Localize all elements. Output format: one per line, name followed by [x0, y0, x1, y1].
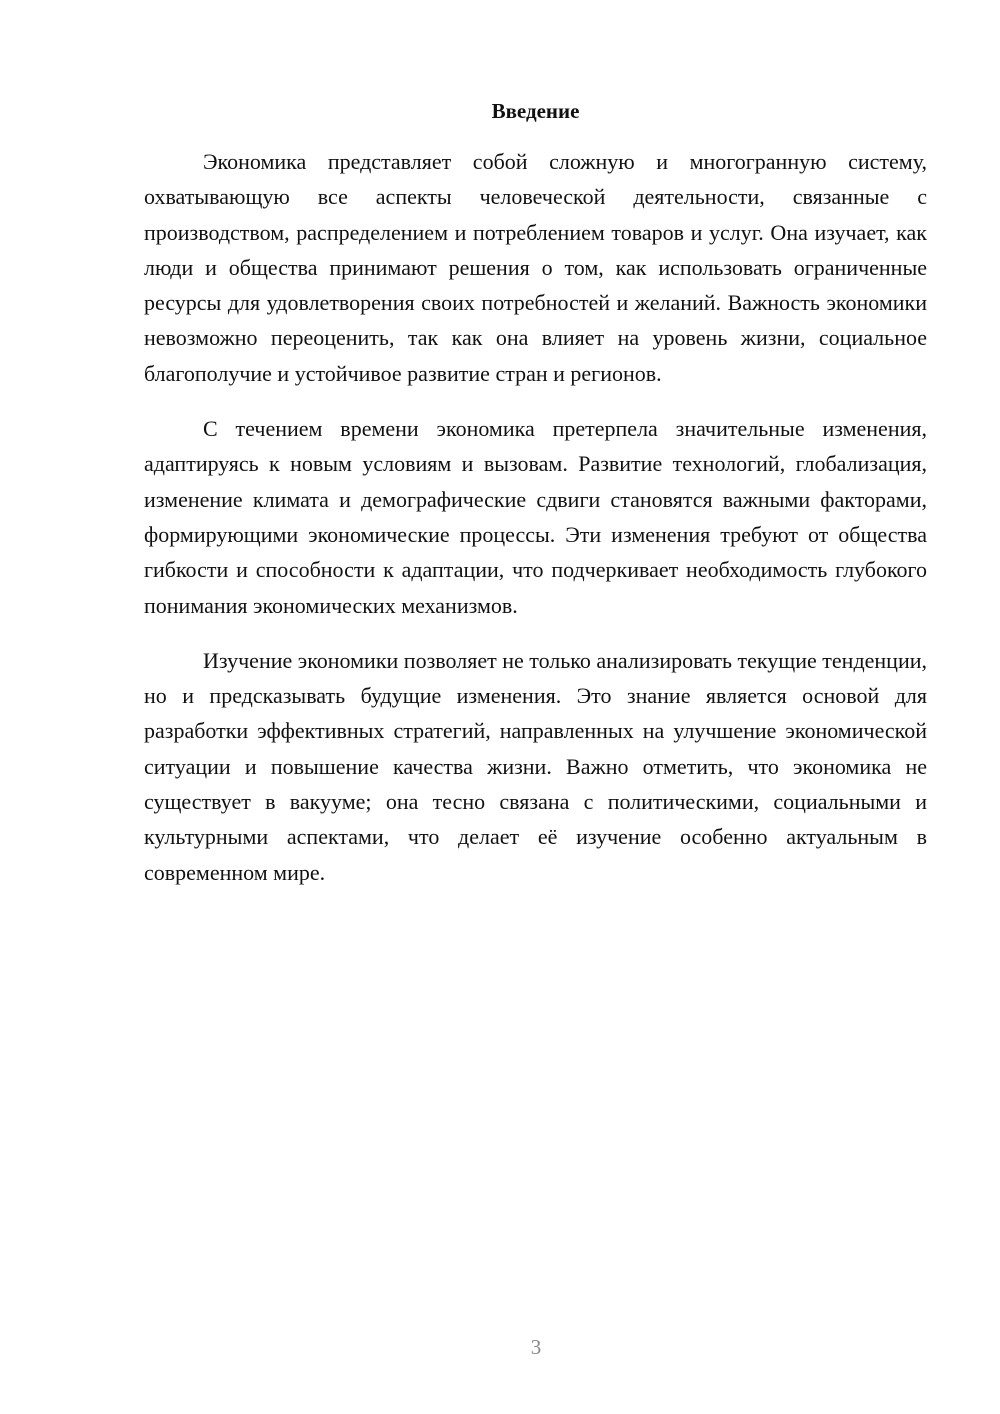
paragraph-1: Экономика представляет собой сложную и многогранную систему, охватывающую все аспекты человеческой деятельности, связанные с производством, распределением и потреблением товаров и услуг. Она изучает, как люди и общества принимают решения о том, как использовать ограниченные ресурсы для удовлетворения своих потребностей и желаний. Важность экономики невозможно переоценить, так как она влияет на уровень жизни, социальное благополучие и устойчивое развитие стран и регионов. — [144, 149, 927, 386]
paragraph-3: Изучение экономики позволяет не только анализировать текущие тенденции, но и предсказывать будущие изменения. Это знание является основой для разработки эффективных стратегий, направленных на улучшение экономической ситуации и повышение качества жизни. Важно отметить, что экономика не существует в вакууме; она тесно связана с политическими, социальными и культурными аспектами, что делает её изучение особенно актуальным в современном мире. — [144, 647, 927, 885]
paragraph-2: С течением времени экономика претерпела значительные изменения, адаптируясь к новым условиям и вызовам. Развитие технологий, глобализация, изменение климата и демографические сдвиги становятся важными факторами, формирующими экономические процессы. Эти изменения требуют от общества гибкости и способности к адаптации, что подчеркивает необходимость глубокого понимания экономических механизмов. — [144, 416, 927, 618]
body-text — [144, 144, 927, 910]
section-title: Введение — [491, 99, 580, 123]
page-number: 3 — [530, 1335, 542, 1359]
